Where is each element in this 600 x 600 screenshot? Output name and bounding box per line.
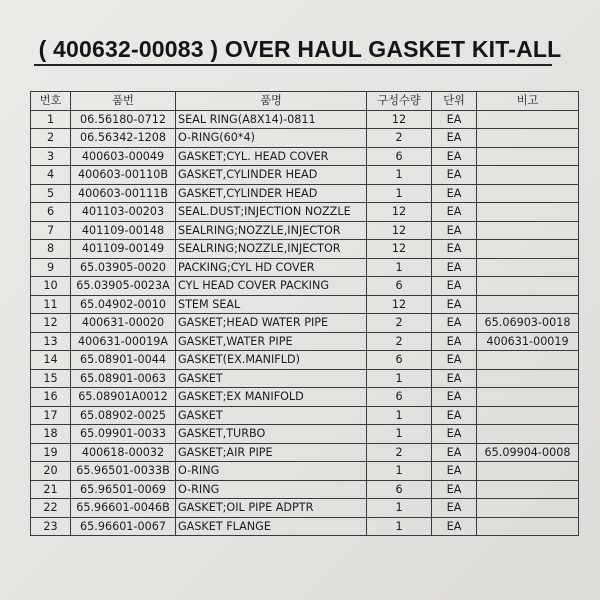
- cell-part-no: 400631-00020: [71, 314, 176, 333]
- cell-no: 20: [31, 462, 71, 481]
- cell-unit: EA: [432, 203, 477, 222]
- document-title: ( 400632-00083 ) OVER HAUL GASKET KIT-ALL: [38, 36, 562, 62]
- cell-remark: [477, 240, 579, 259]
- cell-name: PACKING;CYL HD COVER: [176, 258, 367, 277]
- cell-remark: [477, 184, 579, 203]
- cell-part-no: 401109-00148: [71, 221, 176, 240]
- cell-name: SEALRING;NOZZLE,INJECTOR: [176, 240, 367, 259]
- cell-part-no: 401109-00149: [71, 240, 176, 259]
- cell-qty: 6: [367, 351, 432, 370]
- cell-unit: EA: [432, 443, 477, 462]
- cell-no: 15: [31, 369, 71, 388]
- cell-remark: [477, 110, 579, 129]
- cell-unit: EA: [432, 221, 477, 240]
- cell-no: 23: [31, 517, 71, 536]
- cell-part-no: 65.04902-0010: [71, 295, 176, 314]
- cell-no: 21: [31, 480, 71, 499]
- cell-remark: [477, 480, 579, 499]
- cell-no: 22: [31, 499, 71, 518]
- cell-name: GASKET;HEAD WATER PIPE: [176, 314, 367, 333]
- cell-part-no: 65.08901-0044: [71, 351, 176, 370]
- title-underline: [34, 64, 552, 66]
- table-row: [31, 499, 579, 518]
- cell-name: O-RING(60*4): [176, 129, 367, 148]
- cell-part-no: 65.08901A0012: [71, 388, 176, 407]
- cell-qty: 1: [367, 425, 432, 444]
- cell-name: SEALRING;NOZZLE,INJECTOR: [176, 221, 367, 240]
- cell-qty: 1: [367, 184, 432, 203]
- cell-part-no: 65.03905-0023A: [71, 277, 176, 296]
- cell-no: 16: [31, 388, 71, 407]
- cell-no: 7: [31, 221, 71, 240]
- header-no: 번호: [31, 92, 71, 111]
- cell-no: 11: [31, 295, 71, 314]
- cell-remark: [477, 129, 579, 148]
- cell-unit: EA: [432, 184, 477, 203]
- cell-part-no: 65.96501-0069: [71, 480, 176, 499]
- cell-part-no: 65.96601-0067: [71, 517, 176, 536]
- cell-part-no: 65.09901-0033: [71, 425, 176, 444]
- cell-part-no: 65.03905-0020: [71, 258, 176, 277]
- cell-name: GASKET: [176, 369, 367, 388]
- cell-part-no: 65.08902-0025: [71, 406, 176, 425]
- cell-name: GASKET,CYLINDER HEAD: [176, 184, 367, 203]
- cell-unit: EA: [432, 517, 477, 536]
- cell-qty: 1: [367, 258, 432, 277]
- cell-remark: [477, 147, 579, 166]
- cell-no: 12: [31, 314, 71, 333]
- cell-name: CYL HEAD COVER PACKING: [176, 277, 367, 296]
- header-name: 품명: [176, 92, 367, 111]
- table-row: [31, 166, 579, 185]
- cell-unit: EA: [432, 240, 477, 259]
- cell-part-no: 65.96601-0046B: [71, 499, 176, 518]
- cell-unit: EA: [432, 314, 477, 333]
- cell-no: 1: [31, 110, 71, 129]
- cell-remark: 400631-00019: [477, 332, 579, 351]
- table-row: [31, 480, 579, 499]
- header-unit: 단위: [432, 92, 477, 111]
- cell-qty: 12: [367, 110, 432, 129]
- cell-name: GASKET,WATER PIPE: [176, 332, 367, 351]
- cell-no: 6: [31, 203, 71, 222]
- cell-part-no: 65.08901-0063: [71, 369, 176, 388]
- cell-remark: [477, 499, 579, 518]
- cell-unit: EA: [432, 277, 477, 296]
- table-row: [31, 425, 579, 444]
- cell-no: 2: [31, 129, 71, 148]
- cell-name: GASKET;AIR PIPE: [176, 443, 367, 462]
- cell-name: GASKET: [176, 406, 367, 425]
- cell-qty: 12: [367, 221, 432, 240]
- table-row: [31, 258, 579, 277]
- cell-no: 13: [31, 332, 71, 351]
- table-row: [31, 277, 579, 296]
- cell-remark: [477, 388, 579, 407]
- table-row: [31, 295, 579, 314]
- cell-qty: 1: [367, 166, 432, 185]
- cell-no: 5: [31, 184, 71, 203]
- cell-remark: [477, 295, 579, 314]
- cell-name: GASKET(EX.MANIFLD): [176, 351, 367, 370]
- table-row: [31, 369, 579, 388]
- cell-unit: EA: [432, 129, 477, 148]
- cell-no: 3: [31, 147, 71, 166]
- cell-unit: EA: [432, 351, 477, 370]
- cell-unit: EA: [432, 332, 477, 351]
- table-row: [31, 332, 579, 351]
- cell-unit: EA: [432, 388, 477, 407]
- cell-part-no: 401103-00203: [71, 203, 176, 222]
- cell-name: O-RING: [176, 462, 367, 481]
- cell-remark: [477, 406, 579, 425]
- table-row: [31, 221, 579, 240]
- cell-unit: EA: [432, 480, 477, 499]
- parts-table: [30, 91, 579, 536]
- cell-qty: 2: [367, 129, 432, 148]
- cell-name: GASKET;CYL. HEAD COVER: [176, 147, 367, 166]
- cell-qty: 2: [367, 314, 432, 333]
- cell-no: 14: [31, 351, 71, 370]
- cell-part-no: 400603-00049: [71, 147, 176, 166]
- cell-name: STEM SEAL: [176, 295, 367, 314]
- table-row: [31, 443, 579, 462]
- cell-name: SEAL.DUST;INJECTION NOZZLE: [176, 203, 367, 222]
- cell-remark: [477, 277, 579, 296]
- cell-name: O-RING: [176, 480, 367, 499]
- cell-no: 19: [31, 443, 71, 462]
- cell-unit: EA: [432, 258, 477, 277]
- cell-part-no: 400618-00032: [71, 443, 176, 462]
- cell-remark: [477, 462, 579, 481]
- cell-qty: 12: [367, 240, 432, 259]
- cell-qty: 2: [367, 443, 432, 462]
- cell-unit: EA: [432, 110, 477, 129]
- cell-qty: 1: [367, 369, 432, 388]
- table-row: [31, 517, 579, 536]
- cell-no: 17: [31, 406, 71, 425]
- table-row: [31, 129, 579, 148]
- cell-qty: 1: [367, 517, 432, 536]
- cell-name: GASKET,TURBO: [176, 425, 367, 444]
- cell-unit: EA: [432, 166, 477, 185]
- cell-remark: 65.09904-0008: [477, 443, 579, 462]
- header-qty: 구성수량: [367, 92, 432, 111]
- cell-qty: 1: [367, 462, 432, 481]
- cell-remark: [477, 425, 579, 444]
- cell-unit: EA: [432, 425, 477, 444]
- cell-name: SEAL RING(A8X14)-0811: [176, 110, 367, 129]
- cell-no: 8: [31, 240, 71, 259]
- cell-unit: EA: [432, 462, 477, 481]
- table-row: [31, 388, 579, 407]
- cell-remark: [477, 203, 579, 222]
- cell-unit: EA: [432, 369, 477, 388]
- cell-no: 10: [31, 277, 71, 296]
- table-row: [31, 462, 579, 481]
- cell-name: GASKET,CYLINDER HEAD: [176, 166, 367, 185]
- header-part-no: 품번: [71, 92, 176, 111]
- cell-qty: 6: [367, 277, 432, 296]
- cell-unit: EA: [432, 295, 477, 314]
- cell-part-no: 400631-00019A: [71, 332, 176, 351]
- cell-part-no: 06.56180-0712: [71, 110, 176, 129]
- cell-remark: [477, 258, 579, 277]
- cell-name: GASKET FLANGE: [176, 517, 367, 536]
- table-row: [31, 203, 579, 222]
- cell-remark: 65.06903-0018: [477, 314, 579, 333]
- table-row: [31, 110, 579, 129]
- table-row: [31, 314, 579, 333]
- cell-no: 9: [31, 258, 71, 277]
- table-row: [31, 240, 579, 259]
- cell-qty: 1: [367, 499, 432, 518]
- table-row: [31, 147, 579, 166]
- cell-unit: EA: [432, 406, 477, 425]
- cell-name: GASKET;EX MANIFOLD: [176, 388, 367, 407]
- cell-part-no: 400603-00110B: [71, 166, 176, 185]
- table-row: [31, 406, 579, 425]
- cell-qty: 6: [367, 388, 432, 407]
- cell-remark: [477, 369, 579, 388]
- cell-qty: 2: [367, 332, 432, 351]
- cell-part-no: 06.56342-1208: [71, 129, 176, 148]
- cell-part-no: 65.96501-0033B: [71, 462, 176, 481]
- cell-unit: EA: [432, 499, 477, 518]
- cell-remark: [477, 221, 579, 240]
- cell-qty: 6: [367, 480, 432, 499]
- cell-qty: 12: [367, 295, 432, 314]
- cell-remark: [477, 351, 579, 370]
- cell-qty: 6: [367, 147, 432, 166]
- cell-no: 18: [31, 425, 71, 444]
- table-header-row: [31, 92, 579, 111]
- cell-unit: EA: [432, 147, 477, 166]
- cell-qty: 1: [367, 406, 432, 425]
- cell-qty: 12: [367, 203, 432, 222]
- table-row: [31, 184, 579, 203]
- header-remark: 비고: [477, 92, 579, 111]
- table-row: [31, 351, 579, 370]
- cell-part-no: 400603-00111B: [71, 184, 176, 203]
- cell-remark: [477, 166, 579, 185]
- cell-name: GASKET;OIL PIPE ADPTR: [176, 499, 367, 518]
- cell-no: 4: [31, 166, 71, 185]
- cell-remark: [477, 517, 579, 536]
